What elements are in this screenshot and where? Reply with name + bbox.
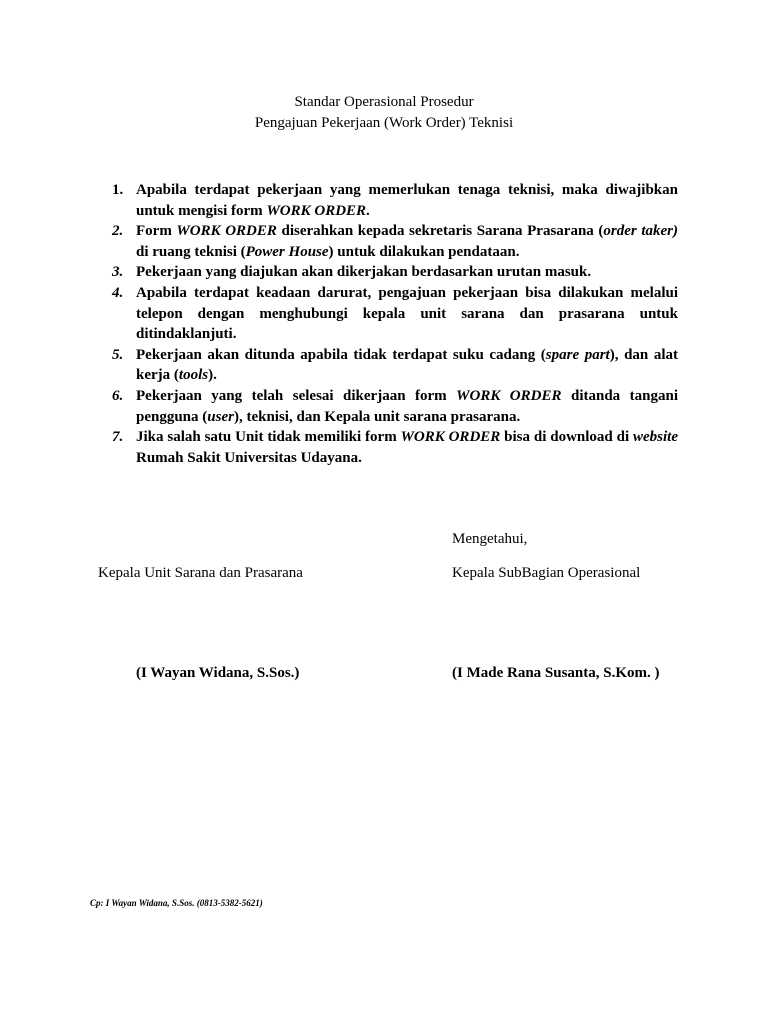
right-signatory-name: (I Made Rana Susanta, S.Kom. ) [452, 665, 660, 681]
item-text: di ruang teknisi ( [136, 243, 246, 260]
item-emphasis: spare part [545, 346, 610, 363]
item-text: diserahkan kepada sekretaris Sarana Prasarana ( [276, 223, 604, 240]
item-emphasis: WORK ORDER [176, 223, 277, 240]
item-text: ditanda tangani pengguna ( [136, 387, 678, 425]
item-text: Pekerjaan yang diajukan akan dikerjakan berdasarkan urutan masuk. [136, 264, 592, 281]
item-number: 7. [112, 429, 124, 446]
item-text: Apabila terdapat keadaan darurat, pengajuan pekerjaan bisa dilakukan melalui telepon dengan menghubungi kepala unit sarana dan prasarana untuk ditindaklanjuti. [136, 284, 678, 343]
item-number: 6. [112, 387, 124, 404]
procedure-item-6 [104, 386, 678, 427]
item-text: ), teknisi, dan Kepala unit sarana prasarana. [233, 408, 521, 425]
item-text: ), dan alat kerja ( [136, 346, 679, 384]
procedure-item-7 [104, 427, 678, 468]
item-text: Pekerjaan akan ditunda apabila tidak terdapat suku cadang ( [136, 346, 546, 363]
item-emphasis: WORK ORDER [400, 429, 501, 446]
item-text: ). [208, 367, 217, 384]
item-text: Rumah Sakit Universitas Udayana. [136, 449, 362, 466]
item-emphasis: Power House [245, 243, 329, 260]
right-signatory-role: Kepala SubBagian Operasional [452, 565, 641, 581]
procedure-item-2 [104, 221, 678, 262]
item-emphasis: website [633, 429, 678, 446]
item-emphasis: user [207, 408, 234, 425]
acknowledged-label: Mengetahui, [452, 531, 528, 547]
document-subtitle: Pengajuan Pekerjaan (Work Order) Teknisi [254, 115, 514, 131]
document-title: Standar Operasional Prosedur [294, 94, 474, 110]
item-number: 3. [112, 264, 124, 281]
item-number: 5. [112, 346, 124, 363]
item-text: Apabila terdapat pekerjaan yang memerlukan tenaga teknisi, maka diwajibkan untuk mengisi form [136, 182, 678, 219]
procedure-item-5 [104, 345, 678, 386]
item-text: Form [136, 223, 177, 240]
procedure-item-4 [104, 283, 678, 345]
procedure-list [104, 180, 678, 468]
item-emphasis: WORK ORDER [456, 387, 562, 404]
contact-footer: Cp: I Wayan Widana, S.Sos. (0813-5382-5621) [90, 898, 263, 908]
item-number: 2. [112, 223, 124, 240]
procedure-item-1 [104, 180, 678, 221]
item-text: . [366, 202, 370, 219]
item-text: ) untuk dilakukan pendataan. [328, 243, 520, 260]
item-number: 1. [112, 182, 124, 198]
left-signatory-name: (I Wayan Widana, S.Sos.) [136, 665, 300, 681]
item-emphasis: WORK ORDER [266, 202, 367, 219]
left-signatory-role: Kepala Unit Sarana dan Prasarana [98, 565, 303, 581]
item-number: 4. [112, 284, 124, 301]
item-emphasis: tools [178, 367, 209, 384]
procedure-item-3 [104, 262, 678, 283]
item-text: Jika salah satu Unit tidak memiliki form [136, 429, 401, 446]
item-text: bisa di download di [500, 429, 633, 446]
item-emphasis: order taker) [603, 223, 678, 240]
item-text: Pekerjaan yang telah selesai dikerjaan form [136, 387, 457, 404]
